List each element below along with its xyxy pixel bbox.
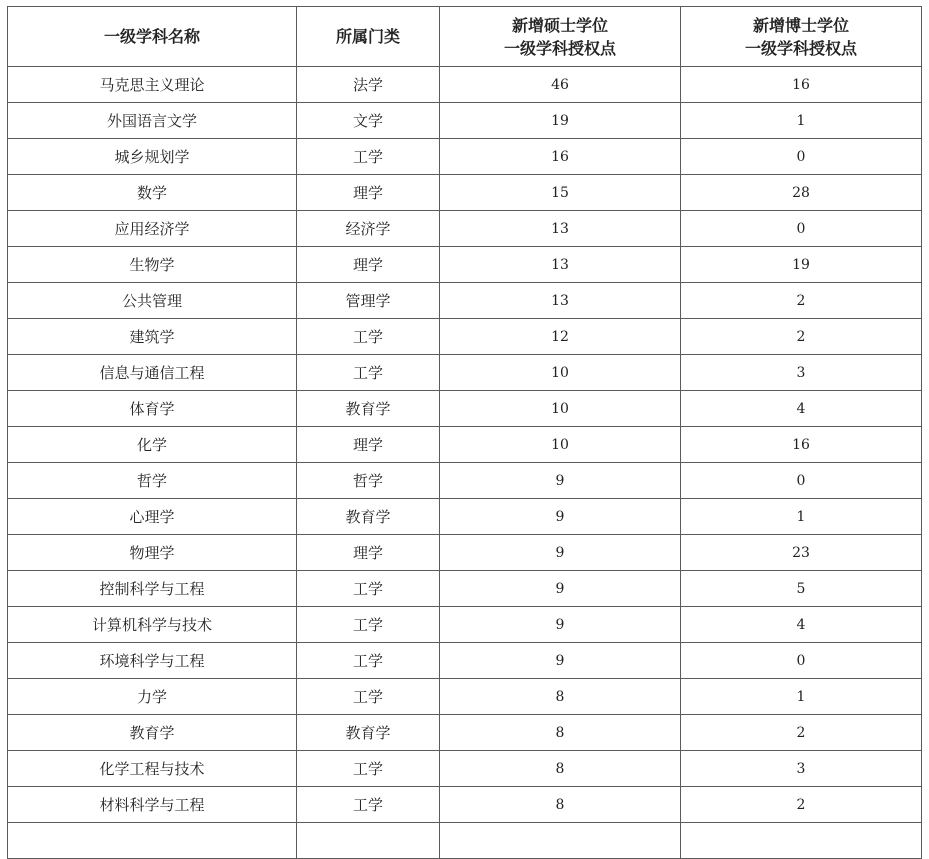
master-points-cell: 9: [440, 463, 681, 499]
category-cell: 管理学: [297, 283, 440, 319]
table-row: [8, 751, 922, 787]
discipline-name-cell: 力学: [8, 679, 297, 715]
doctoral-points-cell: 1: [681, 679, 922, 715]
discipline-name-cell: 化学: [8, 427, 297, 463]
category-cell: 理学: [297, 247, 440, 283]
category-cell: 教育学: [297, 391, 440, 427]
table-row: [8, 715, 922, 751]
category-cell: 文学: [297, 103, 440, 139]
table-row: [8, 247, 922, 283]
table-row: [8, 787, 922, 823]
doctoral-points-cell: 5: [681, 571, 922, 607]
discipline-name-cell: 生物学: [8, 247, 297, 283]
doctoral-points-cell: 3: [681, 751, 922, 787]
master-points-cell: 13: [440, 211, 681, 247]
degree-authorization-table: [7, 6, 922, 859]
doctoral-points-cell: 2: [681, 283, 922, 319]
category-cell: 哲学: [297, 463, 440, 499]
doctoral-points-cell: 16: [681, 427, 922, 463]
category-cell: 工学: [297, 571, 440, 607]
category-cell: 工学: [297, 751, 440, 787]
table-row: [8, 427, 922, 463]
doctoral-points-cell: 2: [681, 787, 922, 823]
doctoral-points-cell: 0: [681, 139, 922, 175]
table-row: [8, 67, 922, 103]
discipline-name-cell: 公共管理: [8, 283, 297, 319]
master-points-cell: 8: [440, 787, 681, 823]
discipline-name-cell: 环境科学与工程: [8, 643, 297, 679]
discipline-name-cell: 控制科学与工程: [8, 571, 297, 607]
doctoral-points-cell: 4: [681, 607, 922, 643]
header-new-doctoral-points: 新增博士学位 一级学科授权点: [681, 7, 922, 67]
table-row: [8, 607, 922, 643]
master-points-cell: 8: [440, 679, 681, 715]
table-row: [8, 499, 922, 535]
discipline-name-cell: 建筑学: [8, 319, 297, 355]
empty-cell: [440, 823, 681, 859]
master-points-cell: 19: [440, 103, 681, 139]
discipline-name-cell: 心理学: [8, 499, 297, 535]
discipline-name-cell: 哲学: [8, 463, 297, 499]
discipline-name-cell: 物理学: [8, 535, 297, 571]
category-cell: 工学: [297, 787, 440, 823]
header-new-master-points: 新增硕士学位 一级学科授权点: [440, 7, 681, 67]
empty-cell: [681, 823, 922, 859]
master-points-cell: 9: [440, 535, 681, 571]
doctoral-points-cell: 23: [681, 535, 922, 571]
empty-cell: [297, 823, 440, 859]
doctoral-points-cell: 2: [681, 715, 922, 751]
table-row: [8, 283, 922, 319]
category-cell: 理学: [297, 535, 440, 571]
master-points-cell: 9: [440, 571, 681, 607]
doctoral-points-cell: 4: [681, 391, 922, 427]
master-points-cell: 13: [440, 283, 681, 319]
table-row: [8, 535, 922, 571]
table-row: [8, 175, 922, 211]
doctoral-points-cell: 0: [681, 211, 922, 247]
master-points-cell: 46: [440, 67, 681, 103]
table-row: [8, 355, 922, 391]
category-cell: 法学: [297, 67, 440, 103]
category-cell: 经济学: [297, 211, 440, 247]
master-points-cell: 9: [440, 499, 681, 535]
table-row: [8, 391, 922, 427]
master-points-cell: 9: [440, 607, 681, 643]
master-points-cell: 12: [440, 319, 681, 355]
category-cell: 工学: [297, 679, 440, 715]
discipline-name-cell: 教育学: [8, 715, 297, 751]
doctoral-points-cell: 1: [681, 103, 922, 139]
discipline-name-cell: 计算机科学与技术: [8, 607, 297, 643]
discipline-name-cell: 体育学: [8, 391, 297, 427]
table-row: [8, 211, 922, 247]
doctoral-points-cell: 16: [681, 67, 922, 103]
doctoral-points-cell: 0: [681, 463, 922, 499]
discipline-name-cell: 数学: [8, 175, 297, 211]
discipline-name-cell: 马克思主义理论: [8, 67, 297, 103]
table-header-row: [8, 7, 922, 67]
discipline-name-cell: 应用经济学: [8, 211, 297, 247]
category-cell: 理学: [297, 175, 440, 211]
discipline-name-cell: 城乡规划学: [8, 139, 297, 175]
master-points-cell: 8: [440, 751, 681, 787]
table-row: [8, 643, 922, 679]
empty-cell: [8, 823, 297, 859]
table-row: [8, 103, 922, 139]
category-cell: 工学: [297, 355, 440, 391]
master-points-cell: 13: [440, 247, 681, 283]
header-category: 所属门类: [297, 7, 440, 67]
doctoral-points-cell: 28: [681, 175, 922, 211]
discipline-name-cell: 材料科学与工程: [8, 787, 297, 823]
category-cell: 教育学: [297, 715, 440, 751]
doctoral-points-cell: 1: [681, 499, 922, 535]
master-points-cell: 16: [440, 139, 681, 175]
table-row: [8, 139, 922, 175]
header-discipline-name: 一级学科名称: [8, 7, 297, 67]
category-cell: 教育学: [297, 499, 440, 535]
category-cell: 理学: [297, 427, 440, 463]
doctoral-points-cell: 19: [681, 247, 922, 283]
table-row-cutoff: [8, 823, 922, 859]
doctoral-points-cell: 2: [681, 319, 922, 355]
discipline-name-cell: 外国语言文学: [8, 103, 297, 139]
category-cell: 工学: [297, 643, 440, 679]
discipline-name-cell: 信息与通信工程: [8, 355, 297, 391]
category-cell: 工学: [297, 319, 440, 355]
master-points-cell: 15: [440, 175, 681, 211]
table-row: [8, 679, 922, 715]
master-points-cell: 8: [440, 715, 681, 751]
category-cell: 工学: [297, 607, 440, 643]
master-points-cell: 10: [440, 355, 681, 391]
table-row: [8, 571, 922, 607]
table-row: [8, 463, 922, 499]
category-cell: 工学: [297, 139, 440, 175]
discipline-name-cell: 化学工程与技术: [8, 751, 297, 787]
table-row: [8, 319, 922, 355]
doctoral-points-cell: 3: [681, 355, 922, 391]
master-points-cell: 9: [440, 643, 681, 679]
doctoral-points-cell: 0: [681, 643, 922, 679]
master-points-cell: 10: [440, 427, 681, 463]
master-points-cell: 10: [440, 391, 681, 427]
